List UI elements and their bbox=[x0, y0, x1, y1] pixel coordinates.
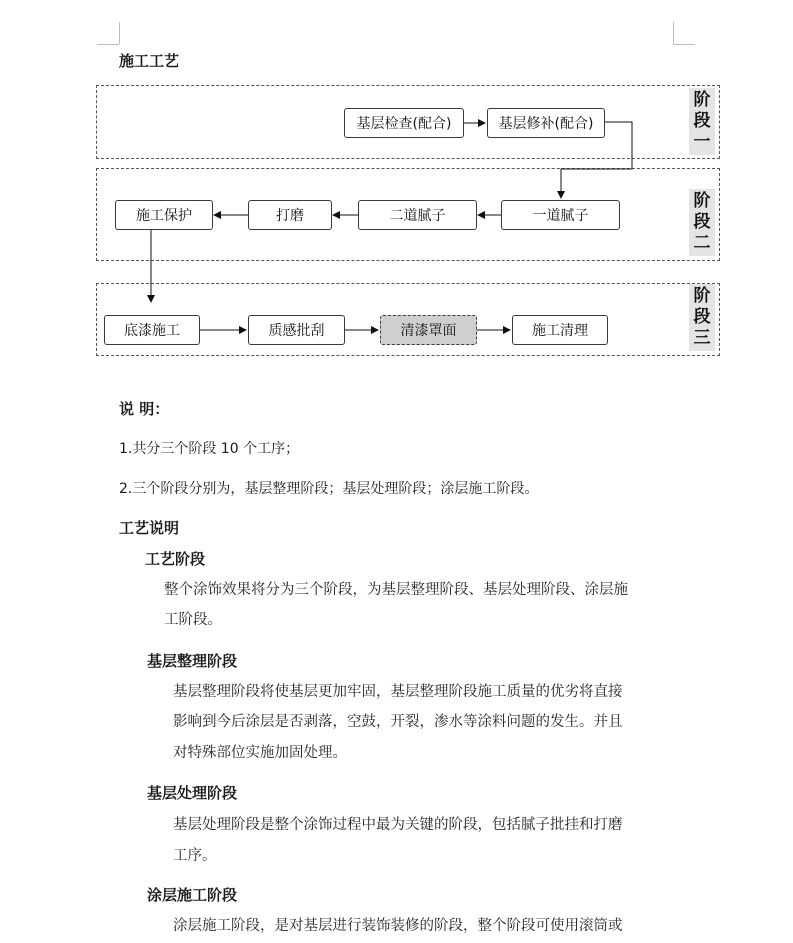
node-texture: 质感批刮 bbox=[248, 315, 345, 345]
node-protection: 施工保护 bbox=[115, 200, 213, 230]
section-2-line-1: 基层整理阶段将使基层更加牢固，基层整理阶段施工质量的优劣将直接 bbox=[173, 684, 623, 700]
node-putty-1: 一道腻子 bbox=[501, 200, 620, 230]
section-4-line-1: 涂层施工阶段，是对基层进行装饰装修的阶段，整个阶段可使用滚筒或 bbox=[173, 918, 623, 934]
section-4-title: 涂层施工阶段 bbox=[147, 886, 238, 904]
section-2-title: 基层整理阶段 bbox=[147, 652, 238, 670]
node-cleanup: 施工清理 bbox=[512, 315, 608, 345]
section-3-line-1: 基层处理阶段是整个涂饰过程中最为关键的阶段，包括腻子批挂和打磨 bbox=[173, 817, 623, 833]
section-3-title: 基层处理阶段 bbox=[147, 784, 238, 802]
notes-item-2: 2.三个阶段分别为，基层整理阶段；基层处理阶段；涂层施工阶段。 bbox=[119, 481, 539, 497]
section-2-line-3: 对特殊部位实施加固处理。 bbox=[173, 745, 347, 761]
section-2-line-2: 影响到今后涂层是否剥落，空鼓，开裂，渗水等涂料问题的发生。并且 bbox=[173, 714, 623, 730]
stage-2-label: 阶段二 bbox=[689, 189, 715, 256]
notes-item-1: 1.共分三个阶段 10 个工序； bbox=[119, 441, 300, 457]
process-heading: 工艺说明 bbox=[119, 519, 180, 537]
stage-1-label: 阶段一 bbox=[689, 88, 715, 155]
document-title: 施工工艺 bbox=[119, 52, 180, 70]
section-3-line-2: 工序。 bbox=[173, 848, 217, 864]
node-base-repair: 基层修补(配合) bbox=[487, 108, 605, 138]
node-sanding: 打磨 bbox=[248, 200, 332, 230]
section-1-title: 工艺阶段 bbox=[145, 550, 206, 568]
stage-3-label: 阶段三 bbox=[689, 284, 715, 351]
node-putty-2: 二道腻子 bbox=[358, 200, 477, 230]
notes-heading: 说 明： bbox=[119, 400, 170, 418]
section-1-line-1: 整个涂饰效果将分为三个阶段，为基层整理阶段、基层处理阶段、涂层施 bbox=[164, 582, 628, 598]
section-1-line-2: 工阶段。 bbox=[164, 612, 222, 628]
node-base-check: 基层检查(配合) bbox=[344, 108, 464, 138]
node-primer: 底漆施工 bbox=[104, 315, 200, 345]
node-clear-coat: 清漆罩面 bbox=[380, 315, 477, 345]
